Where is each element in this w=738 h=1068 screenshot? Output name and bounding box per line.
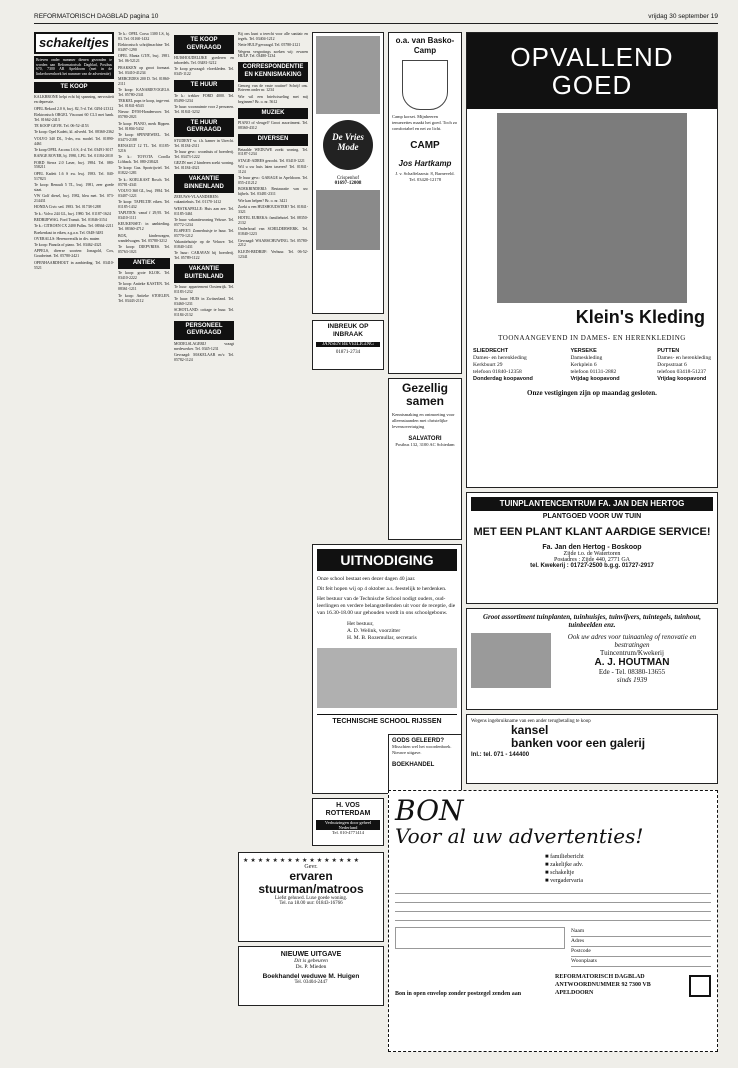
bon-subtitle: Voor al uw advertenties!	[395, 824, 644, 848]
nieuwe-uitgave-ad	[238, 946, 384, 1006]
stuurman-ad	[238, 852, 384, 942]
field-label: Adres	[571, 938, 585, 944]
ad-item: OPEL Manta GT/E, bwj. 1981. Tel. 06-52121	[118, 54, 170, 64]
klein-ad	[466, 32, 718, 488]
ad-item: Te koop: Antieke STOELEN. Tel. 03443-2112	[118, 293, 170, 303]
bon-options	[395, 853, 711, 885]
stuurman-phone: Tel. na 18.00 uur: 01843-16766	[279, 901, 343, 906]
houtman-title: Groot assortiment tuinplanten, tuinhuisjes, tuinvijvers, tuintegels, tuinhout, tuinbeelden enz.	[482, 613, 702, 629]
houtman-name: A. J. HOUTMAN	[594, 657, 670, 668]
nieuwe-title: NIEUWE UITGAVE	[280, 951, 342, 958]
ad-item: Te koop: SPINNEWIEL. Tel. 03473-2188	[118, 132, 170, 142]
column-1	[34, 32, 114, 1052]
ad-item: Te koop: Antieke KASTEN. Tel. 08361-1211	[118, 282, 170, 292]
uitnodiging-p2: Dit feit hopen wij op 4 oktober a.s. feestelijk te herdenken.	[317, 586, 447, 592]
shop-line: telefoon 01131-2882	[570, 369, 617, 375]
bon-option[interactable]: ■ zakelijke adv.	[545, 862, 584, 868]
houtman-phone: Ede - Tel. 08380-13655	[598, 668, 666, 676]
ad-item: STAGE-ADRES gezocht. Tel. 03410-1221	[238, 158, 305, 163]
bon-coupon	[388, 790, 718, 1052]
shop-line: Kerkplein 6	[570, 362, 597, 368]
ad-item: Wie wil een briefwisseling met mij beginnen? Br. o. nr. 5612	[238, 94, 308, 104]
klein-footer: Onze vestigingen zijn op maandag gesloten.	[527, 389, 657, 397]
ad-item: Te koop: TAFELTJE eiken. Tel. 01185-1432	[118, 200, 170, 209]
ad-item: MODELSLAGERIJ vraagt medewerker. Tel. 0345-1231	[174, 341, 234, 351]
tuinplant-name: Fa. Jan den Hertog - Boskoop	[542, 544, 642, 551]
hvos-body: Verhuizingen door geheel Nederland	[316, 820, 380, 830]
shop-line: Dames- en herenkleding	[473, 355, 527, 361]
inbreuk-brand: JANSEN BEVEILIGING	[316, 342, 380, 347]
nieuwe-shop: Boekhandel weduwe M. Huigen	[262, 973, 360, 980]
gods-shop: BOEKHANDEL	[392, 762, 435, 768]
option-label: schakeltje	[550, 870, 575, 876]
ad-item: KEUKENSET: in aanbieding. Tel. 08360-4712	[118, 222, 170, 232]
bon-option[interactable]: ■ familiebericht	[545, 854, 584, 860]
devries-name: De Vries	[332, 132, 364, 142]
ad-item: RENAULT 12 TL. Tel. 01185-5216	[118, 144, 170, 153]
option-label: familiebericht	[550, 854, 584, 860]
inbreuk-ad	[312, 320, 384, 370]
uitnodiging-title: UITNODIGING	[317, 549, 457, 571]
section-te-koop: TE KOOP	[34, 82, 114, 94]
bon-title: BON	[395, 794, 464, 827]
section-personeel-gevraagd: PERSONEEL GEVRAAGD	[174, 321, 234, 340]
tuinplant-tel: tel. Kwekerij : 01727-2500 b.g.g. 01727-2917	[530, 563, 654, 569]
field-label: Naam	[571, 928, 585, 934]
salvatori-brand: SALVATORI	[408, 436, 442, 442]
stars-decoration: ★★★★★★★★★★★★★★★★	[243, 858, 362, 864]
nieuwe-book: Dit is gebeuren	[294, 958, 328, 964]
basko-title: o.a. van Basko-Camp	[395, 36, 455, 55]
stuurman-body: Liefst gehuwd. Luxe goede woning.	[274, 896, 348, 901]
ad-item: Bij ons kunt u terecht voor alle sanitair en tegels. Tel. 03404-1212	[238, 32, 308, 41]
shop-line: Kerkbuurt 29	[473, 362, 503, 368]
tuinplant-ad	[466, 492, 718, 604]
write-lines	[395, 893, 711, 921]
inbreuk-phone: 01871-2734	[335, 350, 361, 355]
ad-item: Te koop OPEL Ascona 1.6 S, 4-d. Tel. 03491-3017	[34, 147, 114, 152]
ad-item: Te koop: Gaz. Sportrijwiel. Tel. 01822-1281	[118, 166, 170, 176]
ad-item: Te huur: CARAVAN bij boerderij. Tel. 05789-1122	[174, 251, 234, 261]
ad-item: Onderhoud van SCHILDERWERK. Tel. 01840-1223	[238, 227, 308, 237]
basko-addr: J. v. Schaffelaarstr. 8, Barneveld. Tel. 03420-12178	[395, 171, 455, 182]
ad-item: STUDENT vr. t.h. kamer in Utrecht. Tel. 01184-2311	[174, 139, 234, 148]
ad-item: Te huur: woonruimte voor 2 personen. Tel. 01841-3232	[174, 105, 234, 114]
kansel-lead: Wegens ingebruikname van een ander terugbetaling te koop	[471, 719, 591, 724]
kansel-ad	[466, 714, 718, 784]
column-3	[174, 32, 234, 1052]
ad-item: ELSPEET: Zomerhuisje te huur. Tel. 05770-1212	[174, 229, 234, 238]
sig-line: A. D. Welink, voorzitter	[347, 628, 401, 634]
ad-item: KALKBRONE helpt echt bij spanning, nervositeit en depressie.	[34, 95, 114, 105]
devries-logo	[323, 120, 373, 170]
ad-item: Te huur: appartement Oostenrijk. Tel. 01183-1232	[174, 285, 234, 295]
shop	[473, 348, 533, 383]
uitnodiging-p3: Het bestuur van de Technische School nodigt ouders, oud-leerlingen en verdere belangstellenden uit voor de receptie, die van 16.30-18.00 uur gehouden wordt in ons schoolgebouw.	[317, 596, 456, 616]
gezellig-ad	[388, 378, 462, 540]
bon-option[interactable]: ■ vergadervaria	[545, 878, 583, 884]
postcode-field[interactable]	[571, 947, 711, 957]
nieuwe-author: Ds. P. Mieden	[295, 964, 327, 970]
shop	[570, 348, 619, 383]
ad-item: SCHOTLAND: cottage te huur. Tel. 01184-2132	[174, 307, 234, 317]
ad-item: Boekenkast in eiken, z.g.a.n. Tel. 0348-3481	[34, 230, 104, 235]
uitnodiging-p1: Onze school bestaat een dezer dagen 40 jaar.	[317, 576, 416, 582]
shop-line: Dames- en herenkleding	[657, 355, 711, 361]
shop-line: Vrijdag koopavond	[657, 376, 707, 382]
section-vakantie-binnenland: VAKANTIE BINNENLAND	[174, 174, 234, 193]
ad-item: BOEKBINDERIJ: Restauratie van uw bijbels. Tel. 03481-2311	[238, 187, 308, 197]
shop-line: Dameskleding	[570, 355, 603, 361]
ad-item: Te koop: DIEPVRIES. Tel. 05763-1021	[118, 244, 170, 254]
sig-line: Het bestuur,	[347, 621, 374, 627]
ad-item: APPELS, diverse soorten: Jonagold, Cox, Goudreinet. Tel. 05780-2421	[34, 249, 114, 259]
section-te-koop-gevraagd: TE KOOP GEVRAAGD	[174, 35, 234, 54]
houtman-since: sinds 1939	[616, 676, 648, 684]
garden-drawing	[471, 633, 551, 688]
ad-item: Vakantiehuisje op de Veluwe. Tel. 01840-1431	[174, 240, 234, 250]
ad-item: Wil u uw huis laten taxeren? Tel. 01841-1124	[238, 165, 308, 174]
shop-line: telefoon 03418-51237	[657, 369, 706, 375]
klein-headline: OPVALLEND GOED	[467, 33, 717, 109]
woonplaats-field[interactable]	[571, 957, 711, 967]
field-label: Postcode	[571, 948, 591, 954]
ad-item: OPENHAARDHOUT in aanbieding. Tel. 03410-5521	[34, 260, 114, 270]
kansel-item: banken voor een galerij	[511, 736, 646, 750]
ad-item: TAPIJTEN: vanaf f 29,95. Tel. 03410-1111	[118, 211, 170, 221]
ad-item: Genoeg van de vaste routine? Schrijf ons. Brieven onder nr. 1234	[238, 83, 308, 93]
ad-item: Elektronisch schrijfmachine Tel. 03497-1290	[118, 43, 170, 53]
devries-ad	[312, 32, 384, 314]
ad-item: Nieuw: DVM-Hondenvoer. Tel. 05780-2021	[118, 110, 170, 120]
gods-title: GODS GELEERD?	[392, 738, 445, 744]
tuinplant-title: TUINPLANTENCENTRUM FA. JAN DEN HERTOG	[471, 497, 713, 511]
ad-item: GEZIN met 2 kinderen zoekt woning. Tel. 01184-4321	[174, 161, 234, 171]
column-2	[118, 32, 170, 1052]
column-4	[238, 32, 308, 812]
hvos-title: H. VOS ROTTERDAM	[325, 802, 371, 817]
stuurman-big: ervaren stuurman/matroos	[258, 869, 364, 896]
ad-item: Betaalde WEDUWE zoekt woning. Tel. 01187-1234	[238, 147, 308, 157]
header-left: REFORMATORISCH DAGBLAD pagina 10	[34, 13, 159, 20]
ad-item: TE KOOP GEVR. Tel. 06-52-4153	[34, 124, 89, 129]
school-building-drawing	[317, 648, 457, 708]
bon-option[interactable]: ■ schakeltje	[545, 870, 575, 876]
ad-item: Te huur gevr.: GARAGE in Apeldoorn. Tel. 055-411212	[238, 176, 308, 186]
gods-body: Misschien wel het woordenboek. Nieuwe uitgave.	[392, 744, 452, 755]
stamp-icon	[689, 975, 711, 997]
salvatori-addr: Postbus 132, 3100 AC Schiedam	[395, 442, 455, 447]
ad-item: Nette HULP gevraagd. Tel. 05780-2121	[238, 43, 301, 48]
kansel-item: kansel	[511, 723, 549, 737]
kansel-phone: Inl.: tel. 071 - 144400	[471, 752, 530, 758]
houtman-sub: Ook uw adres voor tuinaanleg of renovatie en bestratingen	[567, 633, 697, 649]
ad-item: OPEL Rekord 2.0 S, bwj. 82, 5-d. Tel. 0294-21312	[34, 106, 114, 111]
ad-item: PRAKKEN op groot formaat. Tel. 03410-41234	[118, 65, 170, 75]
ad-item: VW Golf diesel, bwj. 1982, bleu met. Tel. 073-214431	[34, 194, 114, 204]
ad-item: VOLVO 360 GL, bwj. 1984. Tel. 03407-1221	[118, 188, 170, 198]
shop-line: Dorpsstraat 6	[657, 362, 687, 368]
ad-item: MERCEDES 200 D. Tel. 01860-2111	[118, 76, 170, 86]
ad-item: TEKKEL pups te koop, inge-ent. Tel. 01841-6543	[118, 99, 170, 109]
hvos-ad	[312, 798, 384, 846]
ad-item: Te huur gevr.: woonhuis of boerderij. Tel. 03473-1222	[174, 150, 234, 160]
section-diversen: DIVERSEN	[238, 134, 308, 146]
ad-item: Te koop: grote KLOK. Tel. 03410-2222	[118, 271, 170, 281]
ad-item: Zoekt u een HUISHOUDSTER? Tel. 01841-3321	[238, 204, 308, 214]
shop-city: YERSEKE	[570, 348, 597, 354]
ad-item: Te huur: vakantiewoning Veluwe. Tel. 05772-1234	[174, 217, 234, 227]
ad-item: Te koop: Renault 5 TL, bwj. 1981, zeer goede staat.	[34, 182, 114, 192]
header-right: vrijdag 30 september 19	[648, 13, 718, 20]
blank-line[interactable]	[395, 894, 711, 903]
basko-dealer: Jos Hartkamp	[398, 159, 452, 168]
naam-field[interactable]	[571, 927, 711, 937]
ad-item: VOLVO 340 DL, 3-drs, nw. model. Tel. 01890-4461	[34, 136, 114, 146]
shop-city: PUTTEN	[657, 348, 680, 354]
shop-line: Vrijdag koopavond	[570, 376, 620, 382]
option-label: zakelijke adv.	[550, 862, 584, 868]
ad-item: Gevraagd: WAARSCHUWING. Tel. 05780-2212	[238, 238, 308, 248]
ad-item: Wegens vergrotings zoeken wij: ervaren HULP. Tel. 03480-1234	[238, 49, 308, 59]
bon-address: REFORMATORISCH DAGBLAD ANTWOORDNUMMER 92 7300 VB APELDOORN	[555, 974, 651, 996]
section-te-huur-gevraagd: TE HUUR GEVRAAGD	[174, 118, 234, 137]
ad-item: Elektronisch ORGEL Viscount 60 CL3 met bank. Tel. 01662-2413	[34, 112, 114, 122]
shop-city: SLIEDRECHT	[473, 348, 509, 354]
uitnodiging-sig	[317, 621, 457, 642]
klein-shops	[467, 348, 717, 383]
devries-phone: 01697-12008	[334, 181, 362, 186]
ad-item: OVERALLS: Herenoveralls in div. maten	[34, 236, 100, 241]
ad-item: Te k.: TOYOTA Corolla Liftback. Tel. 080-238421	[118, 155, 170, 165]
ad-item: HOTEL EUREKA: familiehotel. Tel. 08350-2132	[238, 216, 308, 226]
section-vakantie-buitenland: VAKANTIE BUITENLAND	[174, 264, 234, 283]
couple-photo	[497, 113, 687, 303]
fashion-photo	[316, 36, 380, 114]
devries-sub: Crispenhof	[336, 176, 360, 181]
ad-item: Wie kan helpen? Br. o. nr. 3421	[238, 198, 288, 203]
devries-mode: Mode	[337, 142, 359, 152]
houtman-tag: Tuincentrum/Kwekerij	[600, 649, 664, 657]
page-header	[34, 10, 718, 24]
shop-line: Donderdag koopavond	[473, 376, 533, 382]
ad-item: ZEEUWS-VLAANDEREN: vakantiehuis. Tel. 01170-1412	[174, 195, 222, 205]
tuinplant-addr: Zijde t.o. de Watertoren	[563, 551, 621, 557]
garment-illustration	[402, 60, 448, 110]
ad-item: BOX, kinderwagen, wandelwagen. Tel. 05780-3212	[118, 233, 170, 243]
gezellig-title: Gezellig samen	[401, 381, 448, 408]
blank-line[interactable]	[395, 903, 711, 912]
ad-item: Te koop: KANARIEVOGELS. Tel. 05780-2341	[118, 88, 170, 97]
ad-item: Te koop: PIANO, merk Rippen. Tel. 01804-5432	[118, 121, 170, 131]
schakeltjes-logo: schakeltjes	[34, 32, 114, 54]
ad-item: Te k.: trekker FORD 4000. Tel. 05490-1234	[174, 93, 234, 103]
klein-brand: Klein's Kleding	[575, 307, 705, 327]
ad-item: PIANO of vleugel? Groot assortiment. Tel. 08360-4312	[238, 121, 308, 131]
col1-items	[34, 95, 114, 270]
gezellig-body: Kennismaking en ontmoeting voor alleenstaanden met christelijke levensovertuiging	[392, 412, 455, 429]
basko-body: Camp korset. Mijnheeren tenuezettes maakt het goed. Toch zo comfortabel en net zo licht.	[392, 114, 458, 131]
section-antiek: ANTIEK	[118, 258, 170, 270]
shop-photo	[316, 190, 380, 250]
ad-item: Te k.: CITROEN CX 2400 Pallas. Tel. 08364-2211	[34, 224, 114, 229]
ad-item: Te k.: KOELKAST Bosch. Tel. 05781-4341	[118, 177, 170, 187]
ad-item: KLEIN-BEDRIJF: Verhuur. Tel. 06-52-12341	[238, 249, 308, 259]
shop	[657, 348, 711, 383]
tuinplant-addr2: Postadres : Zijde 440, 2771 GA	[554, 557, 630, 563]
ad-item: HONDA Civic sed. 1983. Tel. 01738-1288	[34, 205, 101, 210]
section-correspondentie: CORRESPONDENTIE EN KENNISMAKING	[238, 62, 308, 81]
tuinplant-mid: MET EEN PLANT KLANT AARDIGE SERVICE!	[473, 526, 711, 538]
tuinplant-sub: PLANTGOED VOOR UW TUIN	[542, 513, 642, 520]
houtman-ad	[466, 608, 718, 710]
ad-item: HUISHOUDELIJKE goederen en inboedels. Tel. 03481-3212	[174, 56, 234, 66]
nieuwe-phone: Tel. 03404-2447	[294, 980, 328, 985]
hvos-phone: Tel. 010-4771414	[332, 830, 364, 835]
schakeltjes-intro: Brieven onder nummer dienen gezonden te worden aan Reformatorisch Dagblad, Postbus 670, 7300 AR Apeldoorn (met in de linkerbovenhoek het nummer van de advertentie)	[34, 56, 114, 79]
ad-item: Te koop: Pianola of piano. Tel. 03462-4321	[34, 243, 102, 248]
section-muziek: MUZIEK	[238, 108, 308, 120]
ad-item: Te k.: OPEL Corsa 1300 LS, bj. 83. Tel. 01160-1432	[118, 32, 170, 41]
bon-footer: Bon in open envelop zonder postzegel zenden aan	[395, 991, 522, 997]
field-label: Woonplaats	[571, 958, 597, 964]
inbreuk-title: INBREUK OP INBRAAK	[327, 323, 369, 338]
ad-item: Te koop gevraagd: vloerkleden. Tel. 0345-1122	[174, 67, 234, 77]
ad-item: OPEL Kadett 1.6 S zw. bwj. 1983. Tel. 040-517823	[34, 171, 114, 181]
sig-line: H. M. B. Rozemullar, secretaris	[347, 635, 417, 641]
school-name: TECHNISCHE SCHOOL RIJSSEN	[317, 714, 457, 725]
text-grid[interactable]	[395, 927, 565, 949]
ad-item: Te k.: Volvo 244 GL, bwj. 1980. Tel. 01187-1624	[34, 211, 111, 216]
ad-item: Te koop: Opel Kadett, kl. zilverbl. Tel. 08360-2362	[34, 130, 114, 135]
blank-line[interactable]	[395, 912, 711, 921]
option-label: vergadervaria	[550, 878, 583, 884]
adres-field[interactable]	[571, 937, 711, 947]
ad-item: BEDRIJFWAG. Ford Transit. Tel. 01846-3154	[34, 217, 107, 222]
ad-item: FORD Sierra 2.0 Laser, bwj. 1984. Tel. 080-558211	[34, 160, 114, 170]
klein-tagline: TOONAANGEVEND IN DAMES- EN HERENKLEDING	[498, 334, 686, 342]
shop-line: telefoon 01840-12358	[473, 369, 522, 375]
stuurman-title: Gevr.	[304, 864, 318, 870]
ad-item: Gevraagd: MAKELAAR m/v. Tel. 05782-1124	[174, 353, 234, 362]
section-te-huur: TE HUUR	[174, 80, 234, 92]
ad-item: Te huur: HUIS in Zwitserland. Tel. 03460-1231	[174, 296, 234, 306]
ad-item: RANGE ROVER, bj. 1980, LPG. Tel. 01184-2010	[34, 154, 113, 159]
ad-item: WESTKAPELLE: Huis aan zee. Tel. 01185-3461	[174, 206, 234, 216]
basko-ad	[388, 32, 462, 374]
camp-logo: CAMP	[410, 140, 440, 151]
